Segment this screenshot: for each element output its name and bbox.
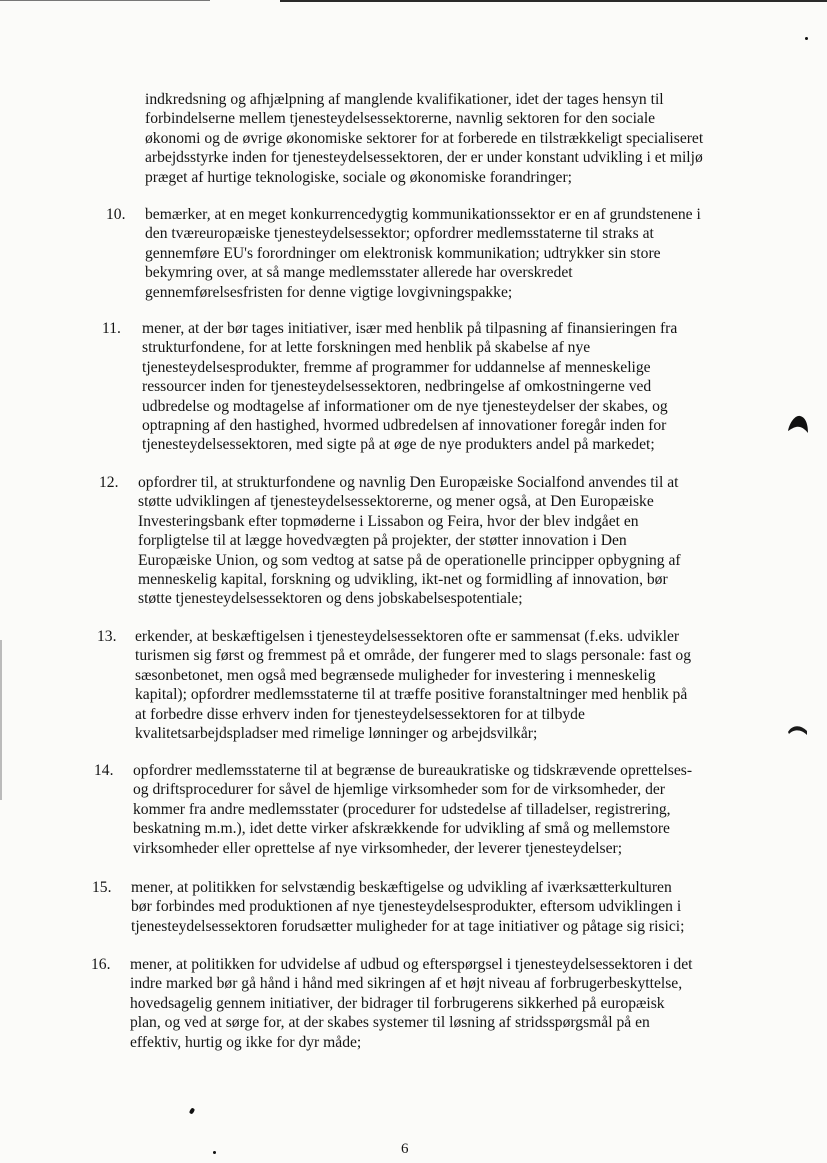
text-line: effektiv, hurtig og ikke for dyr måde; [130, 1033, 362, 1051]
text-line: Investeringsbank efter topmøderne i Lissabon og Feira, hvor der blev indgået en [138, 512, 639, 530]
paragraph-number: 14. [94, 762, 114, 779]
paragraph-number: 11. [102, 320, 121, 337]
paragraph-11 [142, 319, 677, 455]
scan-blob [786, 722, 810, 738]
paragraph-14 [133, 761, 692, 858]
text-line: hovedsagelig gennem initiativer, der bidrager til forbrugerens sikkerhed på europæisk [130, 994, 665, 1012]
text-line: tjenesteydelsesprodukter, fremme af programmer for uddannelse af menneskelige [142, 358, 651, 376]
text-line: forpligtelse til at lægge hovedvægten på projekter, der støtter innovation i Den [138, 532, 627, 550]
paragraph-number: 13. [97, 628, 117, 645]
text-line: støtte udviklingen af tjenesteydelsessektorerne, og mener også, at Den Europæiske [138, 493, 654, 511]
text-line: opfordrer medlemsstaterne til at begrænse de bureaukratiske og tidskrævende oprettelses- [133, 762, 693, 779]
text-line: tjenesteydelsessektoren, med sigte på at øge de nye produkters andel på markedet; [142, 436, 655, 454]
text-line: ressourcer inden for tjenesteydelsessektoren, nedbringelse af omkostningerne ved [142, 378, 652, 396]
text-line: gennemføre EU's forordninger om elektronisk kommunikation; udtrykker sin store [145, 244, 661, 262]
text-line: indkredsning og afhjælpning af manglende kvalifikationer, idet der tages hensyn til [145, 91, 664, 108]
scan-speck [805, 37, 808, 40]
paragraph-number: 10. [106, 206, 126, 223]
paragraph-16 [130, 955, 692, 1052]
text-line: kvalitetsarbejdspladser med rimelige lønninger og arbejdsvilkår; [135, 725, 538, 743]
text-line: menneskelig kapital, forskning og udvikling, ikt-net og formidling af innovation, bør [138, 571, 668, 589]
text-line: at forbedre disse erhverv inden for tjenesteydelsessektoren for at tilbyde [135, 705, 585, 723]
text-line: den tværeuropæiske tjenesteydelsessektor; opfordrer medlemsstaterne til straks at [145, 225, 654, 243]
text-line: optrapning af den hastighed, hvormed udbredelsen af innovationer foregår inden for [142, 417, 667, 435]
intro-continuation [145, 90, 750, 187]
text-line: økonomi og de øvrige økonomiske sektorer for at forberede en tilstrækkeligt specialiseret [145, 129, 704, 147]
paragraph-number: 16. [91, 956, 111, 973]
paragraph-10 [145, 205, 701, 302]
top-rule-segment [0, 0, 210, 1]
scan-margin-shadow [0, 640, 2, 800]
text-line: erkender, at beskæftigelsen i tjenesteydelsessektoren ofte er sammensat (f.eks. udvikler [135, 628, 680, 645]
text-line: arbejdsstyrke inden for tjenesteydelsessektoren, der er under konstant udvikling i et miljø [145, 149, 703, 167]
text-line: forbindelserne mellem tjenesteydelsessektorerne, navnlig sektoren for den sociale [145, 110, 656, 128]
page-number: 6 [401, 1141, 409, 1157]
text-line: tjenesteydelsessektoren forudsætter muligheder for at tage initiativer og påtage sig risici; [131, 917, 685, 935]
text-line: kommer fra andre medlemsstater (procedurer for udstedelse af tilladelser, registrering, [133, 800, 671, 818]
text-line: mener, at politikken for selvstændig beskæftigelse og udvikling af iværksætterkulturen [131, 879, 672, 896]
text-line: præget af hurtige teknologiske, sociale og økonomiske forandringer; [145, 168, 572, 186]
text-line: Europæiske Union, og som vedtog at satse på de operationelle principper opbygning af [138, 551, 681, 569]
top-rule-segment [280, 0, 827, 2]
top-scan-rule [0, 0, 827, 3]
paragraph-13 [135, 627, 691, 743]
text-line: støtte tjenesteydelsessektoren og dens jobskabelsespotentiale; [138, 590, 523, 608]
text-line: kapital); opfordrer medlemsstaterne til at træffe positive foranstaltninger med henblik på [135, 686, 688, 704]
text-line: mener, at politikken for udvidelse af udbud og efterspørgsel i tjenesteydelsessektoren i det [130, 956, 693, 973]
text-line: bør forbindes med produktionen af nye tjenesteydelsesprodukter, eftersom udviklingen i [131, 898, 682, 916]
text-line: og driftsprocedurer for såvel de hjemlige virksomheder som for de virksomheder, der [133, 781, 665, 799]
text-line: virksomheder eller oprettelse af nye virksomheder, der leverer tjenesteydelser; [133, 839, 623, 857]
text-line: turismen sig først og fremmest på et område, der fungerer med to slags personale: fast og [135, 647, 692, 665]
text-line: udbredelse og modtagelse af informationer om de nye tjenesteydelser der skabes, og [142, 397, 668, 415]
text-line: gennemførelsesfristen for denne vigtige lovgivningspakke; [145, 283, 513, 301]
scan-blob [786, 413, 810, 435]
paragraph-number: 12. [99, 474, 119, 491]
scan-speck [213, 1151, 216, 1154]
text-line: sæsonbetonet, men også med begrænsede muligheder for investering i menneskelig [135, 666, 656, 684]
paragraph-15 [131, 878, 684, 936]
text-line: opfordrer til, at strukturfondene og navnlig Den Europæiske Socialfond anvendes til at [138, 474, 679, 491]
text-line: mener, at der bør tages initiativer, især med henblik på tilpasning af finansieringen fra [142, 320, 678, 337]
text-line: bemærker, at en meget konkurrencedygtig kommunikationssektor er en af grundstenene i [145, 206, 701, 223]
text-line: plan, og ved at sørge for, at der skabes systemer til løsning af stridsspørgsmål på en [130, 1014, 650, 1032]
paragraph-number: 15. [92, 879, 112, 896]
text-line: beskatning m.m.), idet dette virker afskrækkende for udvikling af små og mellemstore [133, 820, 670, 838]
paragraph-12 [138, 473, 681, 609]
text-line: indre marked bør gå hånd i hånd med sikringen af et højt niveau af forbrugerbeskyttelse, [130, 975, 683, 993]
text-line: strukturfondene, for at lette forskningen med henblik på skabelse af nye [142, 339, 591, 357]
text-line: bekymring over, at så mange medlemsstater allerede har overskredet [145, 264, 573, 282]
scan-speck [189, 1107, 195, 1114]
